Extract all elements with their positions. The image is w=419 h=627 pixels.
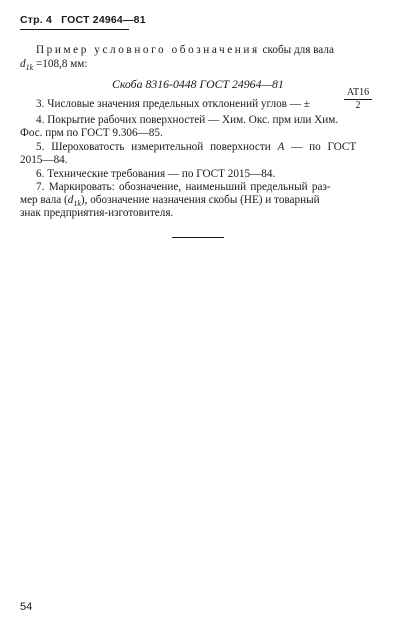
item-7-line-3: знак предприятия-изготовителя. xyxy=(20,207,174,219)
end-rule xyxy=(172,237,224,238)
item-4-line-2: Фос. прм по ГОСТ 9.306—85. xyxy=(20,127,163,139)
page-header xyxy=(20,14,152,26)
shaft-value: =108,8 мм: xyxy=(35,58,88,70)
item-7-text-b: ), обозначение назначения скобы (НЕ) и товарный xyxy=(80,194,320,206)
standard-number: ГОСТ 24964—81 xyxy=(61,14,146,26)
item-7-line-1: 7. Маркировать: обозначение, наименьший предельный раз- xyxy=(36,181,331,193)
header-rule xyxy=(20,29,129,30)
item-3-numerator: AT16 xyxy=(346,87,370,98)
example-line-2 xyxy=(20,58,88,74)
item-4-line-1: 4. Покрытие рабочих поверхностей — Хим. Окс. прм или Хим. xyxy=(36,114,339,126)
item-7-text-a: мер вала ( xyxy=(20,194,68,206)
item-5-line-1 xyxy=(36,141,356,154)
page-number: 54 xyxy=(20,601,33,613)
item-7-symbol-sub: 1k xyxy=(73,199,81,208)
example-heading: Пример условного обозначения xyxy=(36,44,260,56)
shaft-symbol: d xyxy=(20,58,26,70)
example-designation: Скоба 8316-0448 ГОСТ 24964—81 xyxy=(112,77,284,91)
shaft-symbol-sub: 1k xyxy=(25,63,34,72)
item-7-symbol: d xyxy=(67,194,74,206)
page-label: Стр. 4 xyxy=(20,14,53,26)
item-3: 3. Числовые значения предельных отклонений углов — ± xyxy=(36,98,310,110)
surface-label: A xyxy=(277,141,285,153)
example-line-1 xyxy=(36,44,334,57)
example-heading-rest: скобы для вала xyxy=(262,44,334,56)
item-5-text: 5. Шероховатость измерительной поверхности xyxy=(36,141,271,153)
item-6: 6. Технические требования — по ГОСТ 2015—84. xyxy=(36,168,276,180)
item-5-line-2: 2015—84. xyxy=(20,154,68,166)
item-3-denominator: 2 xyxy=(355,100,361,111)
item-5-ref: — по ГОСТ xyxy=(291,141,357,153)
